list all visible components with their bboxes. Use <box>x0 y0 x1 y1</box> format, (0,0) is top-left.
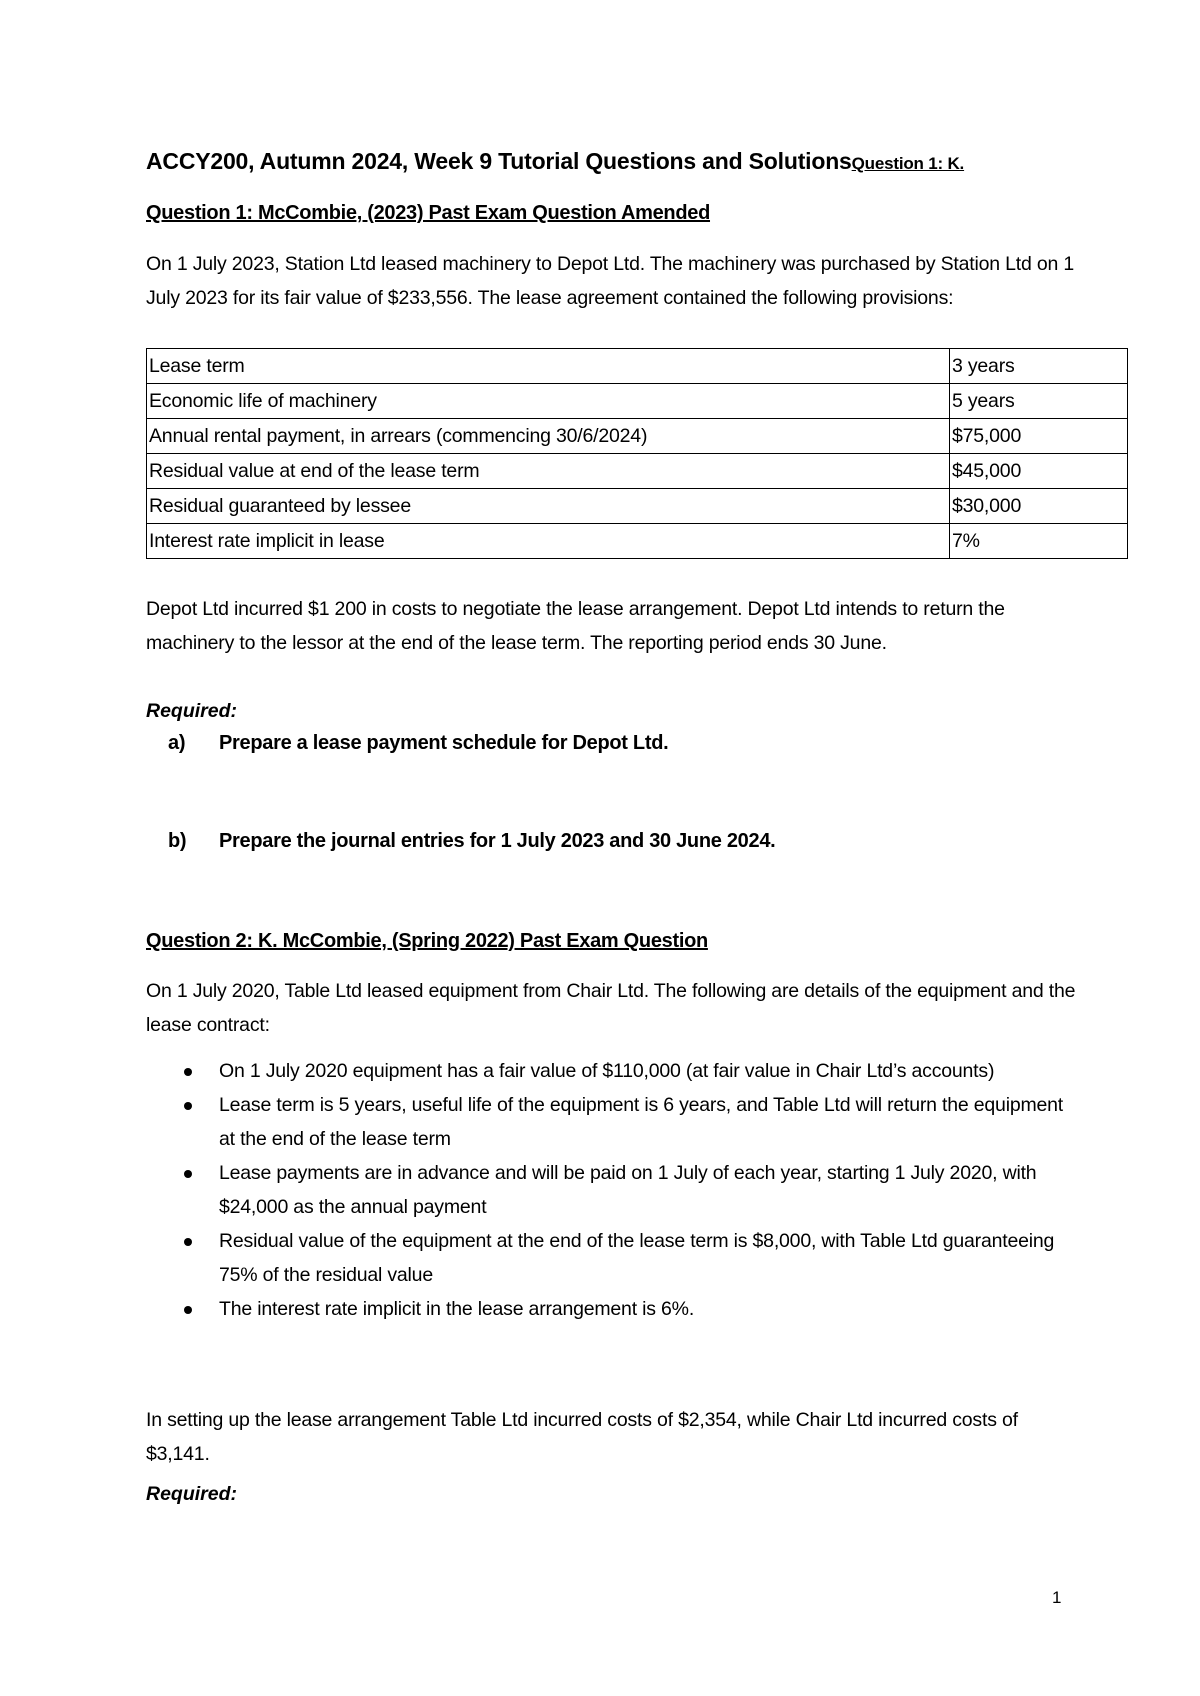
table-row <box>147 454 1128 489</box>
list-item <box>146 1088 1076 1156</box>
table-cell-label: Residual value at end of the lease term <box>147 454 950 489</box>
list-item-text: Residual value of the equipment at the end of the lease term is $8,000, with Table Ltd guaranteeing 75% of the residual value <box>219 1230 1055 1286</box>
title-main: ACCY200, Autumn 2024, Week 9 Tutorial Questions and Solutions <box>146 148 852 174</box>
question-2-required-label: Required: <box>146 1483 238 1505</box>
table-row <box>147 419 1128 454</box>
task-b-text: Prepare the journal entries for 1 July 2023 and 30 June 2024. <box>219 830 776 852</box>
question-1-intro: On 1 July 2023, Station Ltd leased machinery to Depot Ltd. The machinery was purchased by Station Ltd on 1 July 2023 for its fair value of $233,556. The lease agreement contained the following provisions: <box>146 253 1075 309</box>
list-item-text: Lease term is 5 years, useful life of the equipment is 6 years, and Table Ltd will return the equipment at the end of the lease term <box>219 1094 1064 1150</box>
list-item-text: The interest rate implicit in the lease arrangement is 6%. <box>219 1298 695 1320</box>
table-cell-label: Annual rental payment, in arrears (commencing 30/6/2024) <box>147 419 950 454</box>
bullet-icon <box>184 1238 192 1246</box>
task-b <box>168 830 775 853</box>
table-cell-label: Economic life of machinery <box>147 384 950 419</box>
list-item-text: On 1 July 2020 equipment has a fair value of $110,000 (at fair value in Chair Ltd’s accounts) <box>219 1060 995 1082</box>
table-row <box>147 384 1128 419</box>
page-number: 1 <box>1052 1588 1062 1607</box>
title-suffix: Question 1: K. <box>851 154 965 173</box>
list-item <box>146 1156 1076 1224</box>
bullet-icon <box>184 1306 192 1314</box>
table-cell-value: 7% <box>950 524 1128 559</box>
lease-details-list <box>146 1054 1076 1326</box>
table-cell-value: 5 years <box>950 384 1128 419</box>
list-item-text: Lease payments are in advance and will be paid on 1 July of each year, starting 1 July 2020, with $24,000 as the annual payment <box>219 1162 1037 1218</box>
table-cell-value: $30,000 <box>950 489 1128 524</box>
table-cell-label: Interest rate implicit in lease <box>147 524 950 559</box>
table-cell-value: $75,000 <box>950 419 1128 454</box>
table-row <box>147 489 1128 524</box>
bullet-icon <box>184 1170 192 1178</box>
bullet-icon <box>184 1068 192 1076</box>
question-2-costs: In setting up the lease arrangement Table Ltd incurred costs of $2,354, while Chair Ltd incurred costs of $3,141. <box>146 1409 1018 1465</box>
question-2-heading: Question 2: K. McCombie, (Spring 2022) Past Exam Question <box>146 930 708 952</box>
task-a <box>168 732 668 755</box>
lease-provisions-table <box>146 348 1128 559</box>
table-cell-value: $45,000 <box>950 454 1128 489</box>
bullet-icon <box>184 1102 192 1110</box>
table-cell-label: Lease term <box>147 349 950 384</box>
list-item <box>146 1054 1076 1088</box>
question-1-heading: Question 1: McCombie, (2023) Past Exam Question Amended <box>146 202 711 224</box>
table-cell-value: 3 years <box>950 349 1128 384</box>
list-item <box>146 1292 1076 1326</box>
task-a-text: Prepare a lease payment schedule for Depot Ltd. <box>219 732 669 754</box>
question-2-intro: On 1 July 2020, Table Ltd leased equipment from Chair Ltd. The following are details of the equipment and the lease contract: <box>146 980 1076 1036</box>
table-row <box>147 524 1128 559</box>
table-cell-label: Residual guaranteed by lessee <box>147 489 950 524</box>
question-1-required-label: Required: <box>146 700 238 722</box>
document-title <box>146 148 964 175</box>
table-row <box>147 349 1128 384</box>
list-item <box>146 1224 1076 1292</box>
task-b-letter: b) <box>168 830 187 852</box>
question-1-details: Depot Ltd incurred $1 200 in costs to negotiate the lease arrangement. Depot Ltd intends to return the machinery to the lessor at the end of the lease term. The reporting period ends 30 June. <box>146 598 1005 654</box>
task-a-letter: a) <box>168 732 186 754</box>
